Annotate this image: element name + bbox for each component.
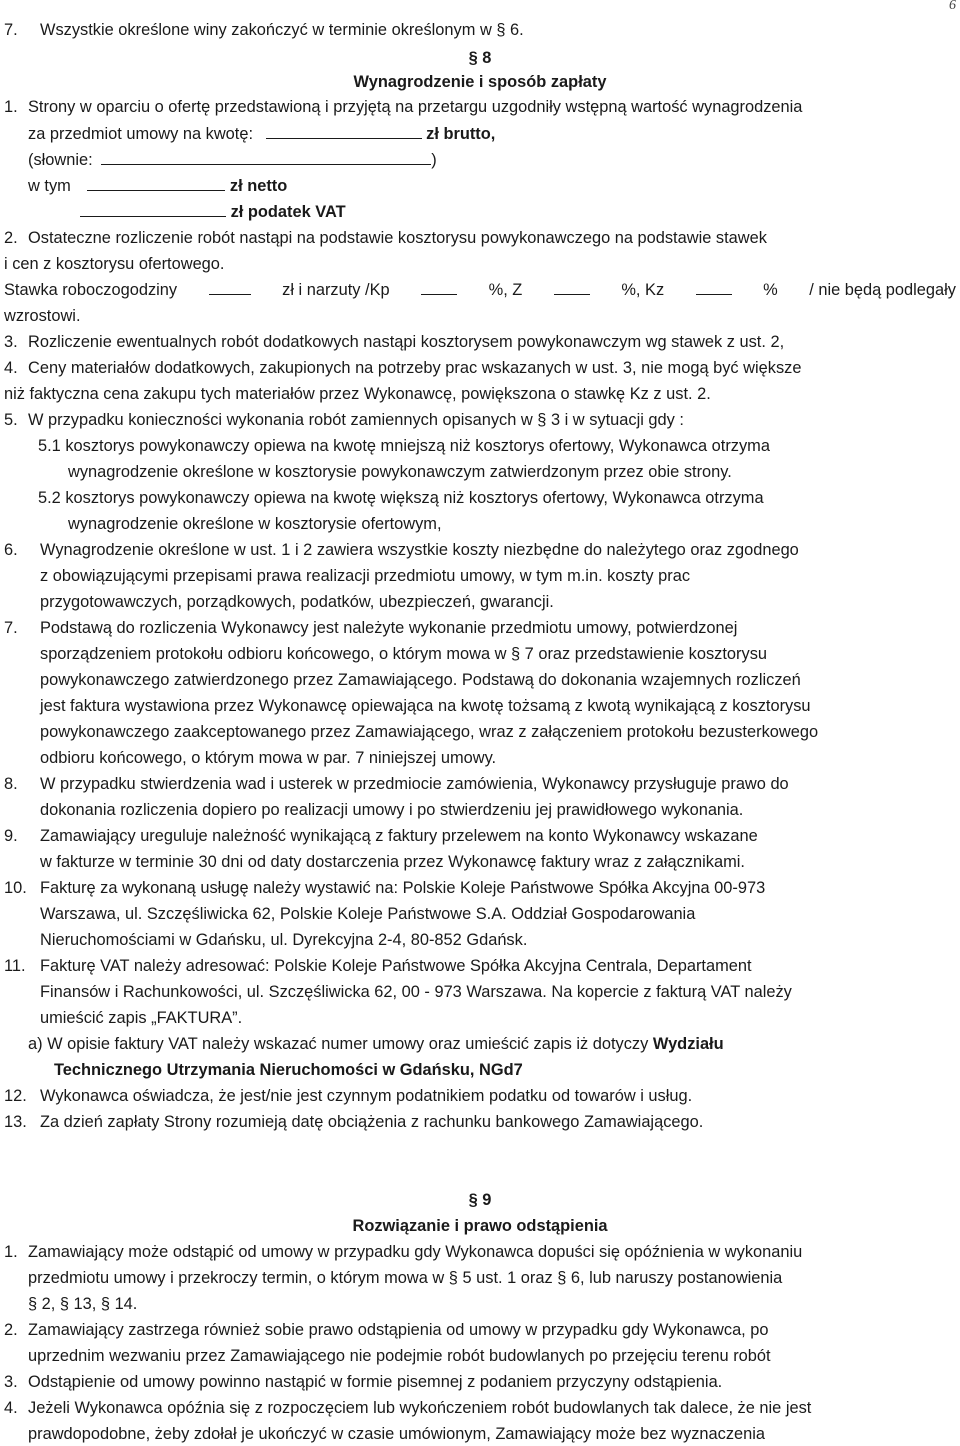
paragraph: umieścić zapis „FAKTURA”.: [40, 1009, 243, 1027]
list-number: 3.: [4, 333, 18, 351]
blank-field[interactable]: [266, 124, 422, 139]
words-label: (słownie:: [28, 151, 93, 169]
net-line: [28, 176, 287, 196]
list-number: 8.: [4, 775, 18, 793]
paragraph: niż faktyczna cena zakupu tych materiałów przez Wykonawcę, powiększona o stawkę Kz z ust. 2.: [4, 385, 711, 403]
sub-item-text: a) W opisie faktury VAT należy wskazać numer umowy oraz umieścić zapis iż dotyczy: [28, 1035, 649, 1053]
sub-item-a: [28, 1034, 724, 1054]
list-number: 1.: [4, 1243, 18, 1261]
paragraph: Warszawa, ul. Szczęśliwicka 62, Polskie Koleje Państwowe S.A. Oddział Gospodarowania: [40, 905, 696, 923]
paragraph: Nieruchomościami w Gdańsku, ul. Dyrekcyjna 2-4, 80-852 Gdańsk.: [40, 931, 528, 949]
paragraph: sporządzeniem protokołu odbioru końcowego, o którym mowa w § 7 oraz przedstawienie kosztorysu: [40, 645, 768, 663]
page-number: 6: [949, 0, 956, 13]
amount-unit: zł brutto,: [426, 125, 496, 143]
list-number: 2.: [4, 229, 18, 247]
paragraph: Ostateczne rozliczenie robót nastąpi na podstawie kosztorysu powykonawczego na podstawie stawek: [28, 229, 767, 247]
section-title-9: Rozwiązanie i prawo odstąpienia: [352, 1217, 608, 1235]
paragraph: odbioru końcowego, o którym mowa w par. 7 niniejszej umowy.: [40, 749, 497, 767]
paragraph: § 2, § 13, § 14.: [28, 1295, 138, 1313]
list-number: 1.: [4, 98, 18, 116]
list-number: 4.: [4, 1399, 18, 1417]
rate-kp: zł i narzuty /Kp: [282, 281, 390, 299]
blank-field[interactable]: [101, 150, 431, 165]
words-close: ): [431, 151, 437, 169]
paragraph: i cen z kosztorysu ofertowego.: [4, 255, 225, 273]
paragraph: wynagrodzenie określone w kosztorysie powykonawczym zatwierdzonym przez obie strony.: [68, 463, 732, 481]
paragraph: Fakturę VAT należy adresować: Polskie Koleje Państwowe Spółka Akcyjna Centrala, Departament: [40, 957, 752, 975]
section-sign-8: § 8: [468, 49, 492, 67]
paragraph: Ceny materiałów dodatkowych, zakupionych na potrzeby prac wskazanych w ust. 3, nie mogą być większe: [28, 359, 802, 377]
paragraph: przedmiotu umowy i przekroczy termin, o którym mowa w § 5 ust. 1 oraz § 6, lub naruszy postanowienia: [28, 1269, 783, 1287]
paragraph: W przypadku stwierdzenia wad i usterek w przedmiocie zamówienia, Wykonawcy przysługuje prawo do: [40, 775, 789, 793]
paragraph: dokonania rozliczenia dopiero po realizacji umowy i po stwierdzeniu jej prawidłowego wykonania.: [40, 801, 744, 819]
paragraph: wynagrodzenie określone w kosztorysie ofertowym,: [68, 515, 442, 533]
list-number: 12.: [4, 1087, 27, 1105]
blank-field[interactable]: [696, 280, 732, 295]
paragraph: powykonawczego zatwierdzonego przez Zamawiającego. Podstawą do dokonania wzajemnych rozliczeń: [40, 671, 801, 689]
list-number: 9.: [4, 827, 18, 845]
paragraph: w fakturze w terminie 30 dni od daty dostarczenia przez Wykonawcę faktury wraz z załącznikami.: [40, 853, 745, 871]
blank-field[interactable]: [554, 280, 590, 295]
blank-field[interactable]: [421, 280, 457, 295]
paragraph: Wynagrodzenie określone w ust. 1 i 2 zawiera wszystkie koszty niezbędne do należytego oraz zgodnego: [40, 541, 799, 559]
amount-line: [28, 124, 495, 144]
list-number: 11.: [4, 957, 26, 975]
blank-field[interactable]: [209, 280, 251, 295]
paragraph: Jeżeli Wykonawca opóźnia się z rozpoczęciem lub wykończeniem robót budowlanych tak dalece, że nie jest: [28, 1399, 812, 1417]
paragraph: Zamawiający zastrzega również sobie prawo odstąpienia od umowy w przypadku gdy Wykonawca, po: [28, 1321, 769, 1339]
paragraph: Wykonawca oświadcza, że jest/nie jest czynnym podatnikiem podatku od towarów i usług.: [40, 1087, 693, 1105]
paragraph: z obowiązującymi przepisami prawa realizacji przedmiotu umowy, w tym m.in. koszty prac: [40, 567, 691, 585]
rate-percent: %: [763, 281, 778, 299]
paragraph: prawdopodobne, żeby zdołał je ukończyć w czasie umówionym, Zamawiający może bez wyznaczenia: [28, 1425, 766, 1443]
list-number: 5.: [4, 411, 18, 429]
paragraph: Wszystkie określone winy zakończyć w terminie określonym w § 6.: [40, 21, 524, 39]
section-sign-9: § 9: [468, 1191, 492, 1209]
list-number: 13.: [4, 1113, 27, 1131]
vat-unit: zł podatek VAT: [230, 203, 346, 221]
paragraph: wzrostowi.: [4, 307, 81, 325]
paragraph: W przypadku konieczności wykonania robót zamiennych opisanych w § 3 i w sytuacji gdy :: [28, 411, 684, 429]
net-unit: zł netto: [229, 177, 288, 195]
rate-tail: / nie będą podlegały: [809, 281, 956, 299]
list-number: 3.: [4, 1373, 18, 1391]
sub-item-bold: Wydziału: [652, 1035, 724, 1053]
list-number: 6.: [4, 541, 18, 559]
paragraph: Strony w oparciu o ofertę przedstawioną i przyjętą na przetargu uzgodniły wstępną wartość wynagrodzenia: [28, 98, 803, 116]
paragraph: 5.1 kosztorys powykonawczy opiewa na kwotę mniejszą niż kosztorys ofertowy, Wykonawca otrzyma: [38, 437, 770, 455]
paragraph: Fakturę za wykonaną usługę należy wystawić na: Polskie Koleje Państwowe Spółka Akcyjna 00-973: [40, 879, 766, 897]
paragraph: uprzednim wezwaniu przez Zamawiającego nie podejmie robót budowlanych po przejęciu terenu robót: [28, 1347, 771, 1365]
paragraph: Zamawiający może odstąpić od umowy w przypadku gdy Wykonawca dopuści się opóźnienia w wykonaniu: [28, 1243, 803, 1261]
paragraph: Rozliczenie ewentualnych robót dodatkowych nastąpi kosztorysem powykonawczym wg stawek z ust. 2,: [28, 333, 785, 351]
paragraph: Podstawą do rozliczenia Wykonawcy jest należyte wykonanie przedmiotu umowy, potwierdzonej: [40, 619, 738, 637]
amount-label: za przedmiot umowy na kwotę:: [28, 125, 254, 143]
list-number: 10.: [4, 879, 27, 897]
section-title-8: Wynagrodzenie i sposób zapłaty: [353, 73, 607, 91]
blank-field[interactable]: [80, 202, 226, 217]
paragraph: powykonawczego zaakceptowanego przez Zamawiającego, wraz z załączeniem protokołu bezusterkowego: [40, 723, 819, 741]
rate-line: [4, 280, 956, 300]
paragraph-bold: Technicznego Utrzymania Nieruchomości w Gdańsku, NGd7: [54, 1061, 523, 1079]
paragraph: 5.2 kosztorys powykonawczy opiewa na kwotę większą niż kosztorys ofertowy, Wykonawca otrzyma: [38, 489, 764, 507]
list-number: 4.: [4, 359, 18, 377]
net-label: w tym: [28, 177, 71, 195]
vat-line: [80, 202, 346, 222]
list-number: 7.: [4, 619, 18, 637]
rate-label: Stawka roboczogodziny: [4, 281, 178, 299]
words-line: [28, 150, 437, 170]
list-number: 7.: [4, 21, 18, 39]
paragraph: jest faktura wystawiona przez Wykonawcę opiewająca na kwotę tożsamą z kwotą wynikającą z kosztorysu: [40, 697, 811, 715]
list-number: 2.: [4, 1321, 18, 1339]
paragraph: Za dzień zapłaty Strony rozumieją datę obciążenia z rachunku bankowego Zamawiającego.: [40, 1113, 704, 1131]
paragraph: Odstąpienie od umowy powinno nastąpić w formie pisemnej z podaniem przyczyny odstąpienia.: [28, 1373, 723, 1391]
blank-field[interactable]: [87, 176, 225, 191]
paragraph: przygotowawczych, porządkowych, podatków, ubezpieczeń, gwarancji.: [40, 593, 554, 611]
paragraph: Zamawiający ureguluje należność wynikającą z faktury przelewem na konto Wykonawcy wskazane: [40, 827, 758, 845]
rate-z: %, Z: [488, 281, 523, 299]
rate-kz: %, Kz: [621, 281, 665, 299]
paragraph: Finansów i Rachunkowości, ul. Szczęśliwicka 62, 00 - 973 Warszawa. Na kopercie z fakturą VAT należy: [40, 983, 792, 1001]
